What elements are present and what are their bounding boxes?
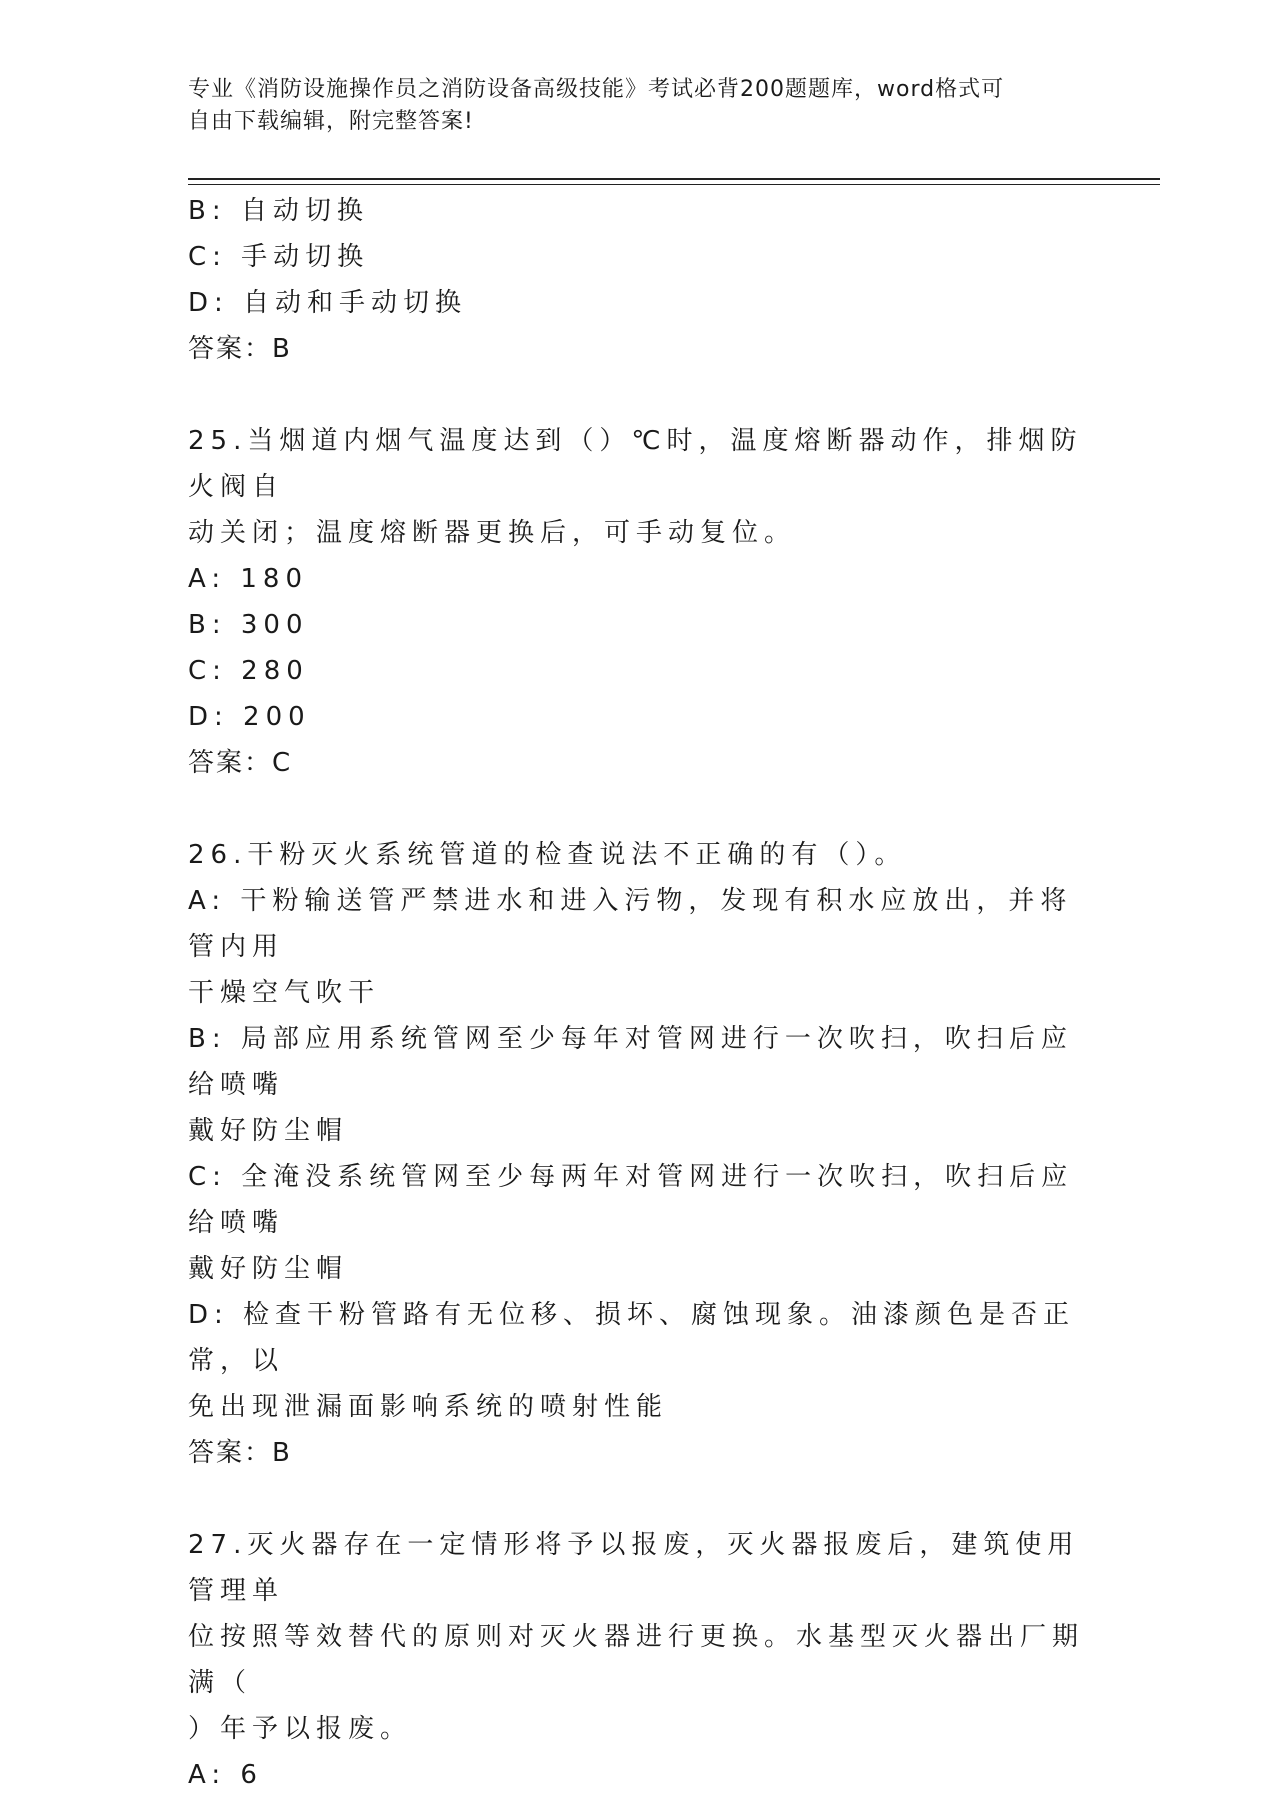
header-divider-thin (188, 184, 1160, 185)
q24-option-c: C: 手动切换 (188, 242, 370, 272)
header-line-2: 自由下载编辑，附完整答案! (188, 109, 474, 134)
q26-option-b-line-1: B: 局部应用系统管网至少每年对管网进行一次吹扫，吹扫后应给喷嘴 (188, 1024, 1073, 1100)
q27-option-a: A: 6 (188, 1760, 263, 1790)
q25-option-c: C: 280 (188, 656, 309, 686)
spacer (188, 372, 1088, 418)
q24-option-b: B: 自动切换 (188, 196, 369, 226)
q26-option-c-line-2: 戴好防尘帽 (188, 1254, 349, 1284)
q25-stem-line-1: 25.当烟道内烟气温度达到（）℃时，温度熔断器动作，排烟防火阀自 (188, 426, 1083, 502)
q26-option-d-line-1: D: 检查干粉管路有无位移、损坏、腐蚀现象。油漆颜色是否正常，以 (188, 1300, 1076, 1376)
q27-stem-line-1: 27.灭火器存在一定情形将予以报废，灭火器报废后，建筑使用管理单 (188, 1530, 1080, 1606)
q26-option-c-line-1: C: 全淹没系统管网至少每两年对管网进行一次吹扫，吹扫后应给喷嘴 (188, 1162, 1074, 1238)
q25-option-d: D: 200 (188, 702, 311, 732)
q24-option-d: D: 自动和手动切换 (188, 288, 468, 318)
header-line-1: 专业《消防设施操作员之消防设备高级技能》考试必背200题题库，word格式可 (188, 77, 1005, 102)
question-content (188, 188, 1088, 1798)
spacer (188, 1476, 1088, 1522)
document-header (188, 74, 1068, 138)
header-divider-thick (188, 178, 1160, 180)
q26-option-d-line-2: 免出现泄漏面影响系统的喷射性能 (188, 1392, 669, 1422)
q27-stem-line-2: 位按照等效替代的原则对灭火器进行更换。水基型灭火器出厂期满（ (188, 1622, 1085, 1698)
q26-answer: 答案：B (188, 1438, 292, 1468)
q25-option-b: B: 300 (188, 610, 309, 640)
spacer (188, 786, 1088, 832)
q26-stem: 26.干粉灭火系统管道的检查说法不正确的有（）。 (188, 840, 907, 870)
q25-option-a: A: 180 (188, 564, 308, 594)
q26-option-b-line-2: 戴好防尘帽 (188, 1116, 349, 1146)
q27-stem-line-3: ）年予以报废。 (188, 1714, 413, 1744)
q24-answer: 答案：B (188, 334, 292, 364)
q26-option-a-line-1: A: 干粉输送管严禁进水和进入污物，发现有积水应放出，并将管内用 (188, 886, 1073, 962)
q25-stem-line-2: 动关闭；温度熔断器更换后，可手动复位。 (188, 518, 797, 548)
q25-answer: 答案：C (188, 748, 293, 778)
q26-option-a-line-2: 干燥空气吹干 (188, 978, 381, 1008)
